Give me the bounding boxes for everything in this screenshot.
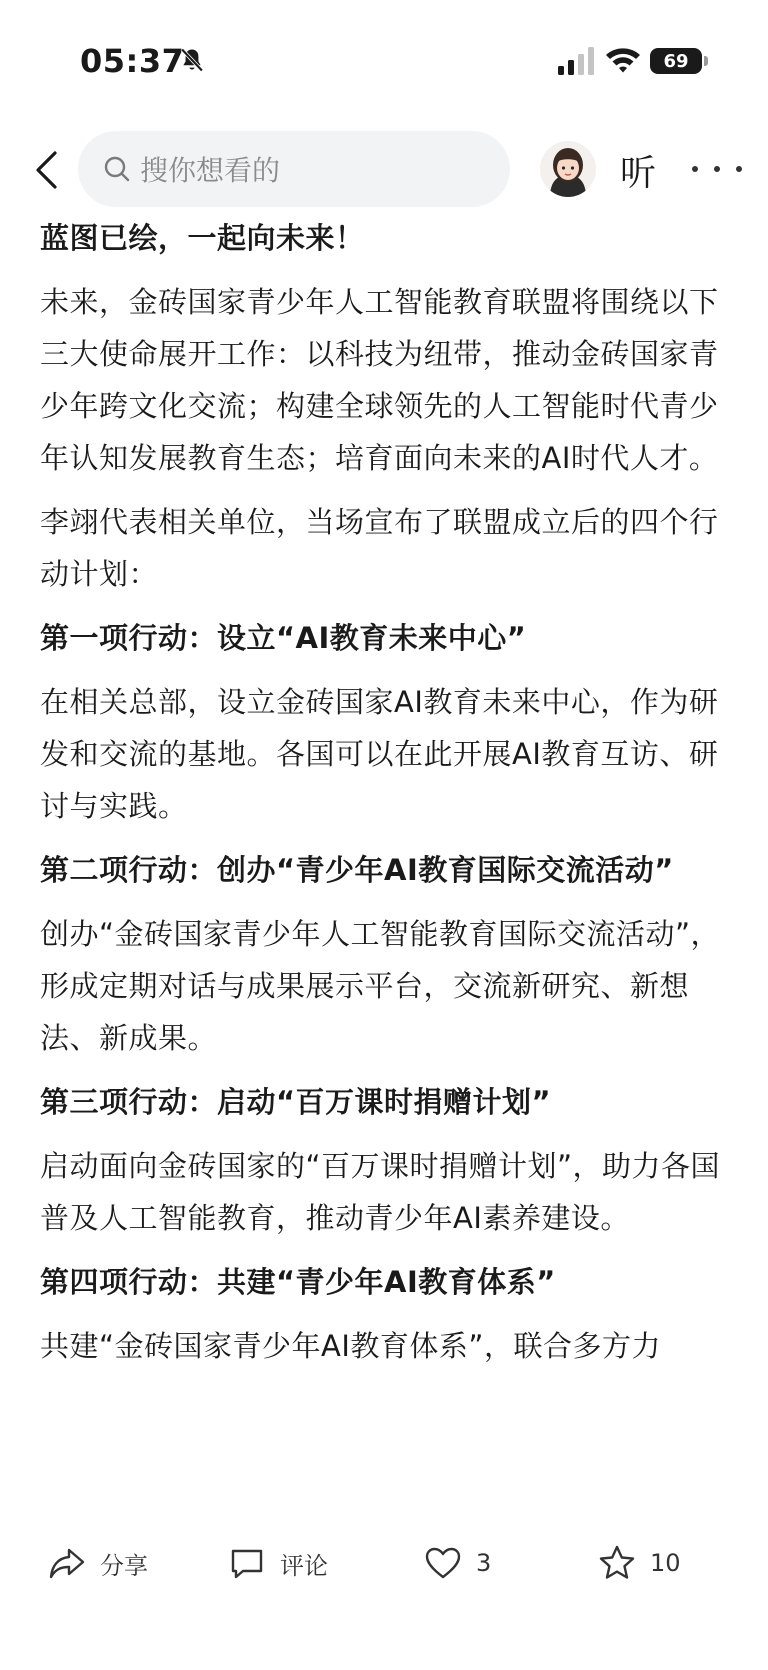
favorite-count: 10: [650, 1549, 681, 1577]
article-paragraph: 共建“金砖国家青少年AI教育体系”，联合多方力: [40, 1329, 661, 1363]
search-bar[interactable]: [78, 131, 510, 207]
article-paragraph: 创办“金砖国家青少年人工智能教育国际交流活动”，形成定期对话与成果展示平台，交流新研究、新想法、新成果。: [40, 917, 721, 1055]
cellular-signal-icon: [556, 46, 596, 76]
share-icon: [48, 1544, 86, 1582]
like-button[interactable]: [424, 1540, 491, 1586]
favorite-button[interactable]: [598, 1540, 681, 1586]
share-button[interactable]: [48, 1540, 148, 1586]
search-icon: [102, 154, 132, 184]
heart-icon: [424, 1544, 462, 1582]
article-paragraph: 李翊代表相关单位，当场宣布了联盟成立后的四个行动计划：: [40, 505, 719, 591]
search-placeholder: 搜你想看的: [140, 154, 281, 187]
battery-cap: [704, 56, 708, 66]
share-label: 分享: [100, 1551, 148, 1580]
bell-muted-icon: [178, 46, 206, 74]
article-subheading: 第二项行动：创办“青少年AI教育国际交流活动”: [40, 853, 674, 887]
back-button[interactable]: [26, 145, 66, 195]
status-time: 05:37: [80, 42, 185, 80]
avatar[interactable]: [540, 141, 596, 197]
status-bar: [0, 0, 768, 120]
battery-indicator: [650, 48, 702, 74]
article-paragraph: 未来，金砖国家青少年人工智能教育联盟将围绕以下三大使命展开工作：以科技为纽带，推动金砖国家青少年跨文化交流；构建全球领先的人工智能时代青少年认知发展教育生态；培育面向未来的AI时代人才。: [40, 285, 719, 475]
bottom-action-bar: [0, 1512, 768, 1670]
more-button[interactable]: [692, 149, 742, 189]
article-subheading: 第四项行动：共建“青少年AI教育体系”: [40, 1265, 556, 1299]
battery-level: 69: [663, 50, 689, 72]
article-heading: 蓝图已绘，一起向未来！: [40, 221, 365, 255]
article-body: [40, 212, 730, 1512]
wifi-icon: [604, 44, 642, 76]
chevron-left-icon: [33, 150, 59, 190]
article-paragraph: 在相关总部，设立金砖国家AI教育未来中心，作为研发和交流的基地。各国可以在此开展AI教育互访、研讨与实践。: [40, 685, 719, 823]
star-icon: [598, 1544, 636, 1582]
article-paragraph: 启动面向金砖国家的“百万课时捐赠计划”，助力各国普及人工智能教育，推动青少年AI素养建设。: [40, 1149, 721, 1235]
article-subheading: 第三项行动：启动“百万课时捐赠计划”: [40, 1085, 552, 1119]
comment-icon: [228, 1544, 266, 1582]
like-count: 3: [476, 1549, 492, 1577]
more-dot-icon: [692, 166, 698, 172]
listen-button[interactable]: 听: [620, 153, 657, 194]
comment-button[interactable]: [228, 1540, 328, 1586]
comment-label: 评论: [280, 1551, 328, 1580]
top-nav: [0, 125, 768, 215]
user-avatar-icon: [540, 141, 596, 197]
article-subheading: 第一项行动：设立“AI教育未来中心”: [40, 621, 527, 655]
more-dot-icon: [736, 166, 742, 172]
more-dot-icon: [714, 166, 720, 172]
